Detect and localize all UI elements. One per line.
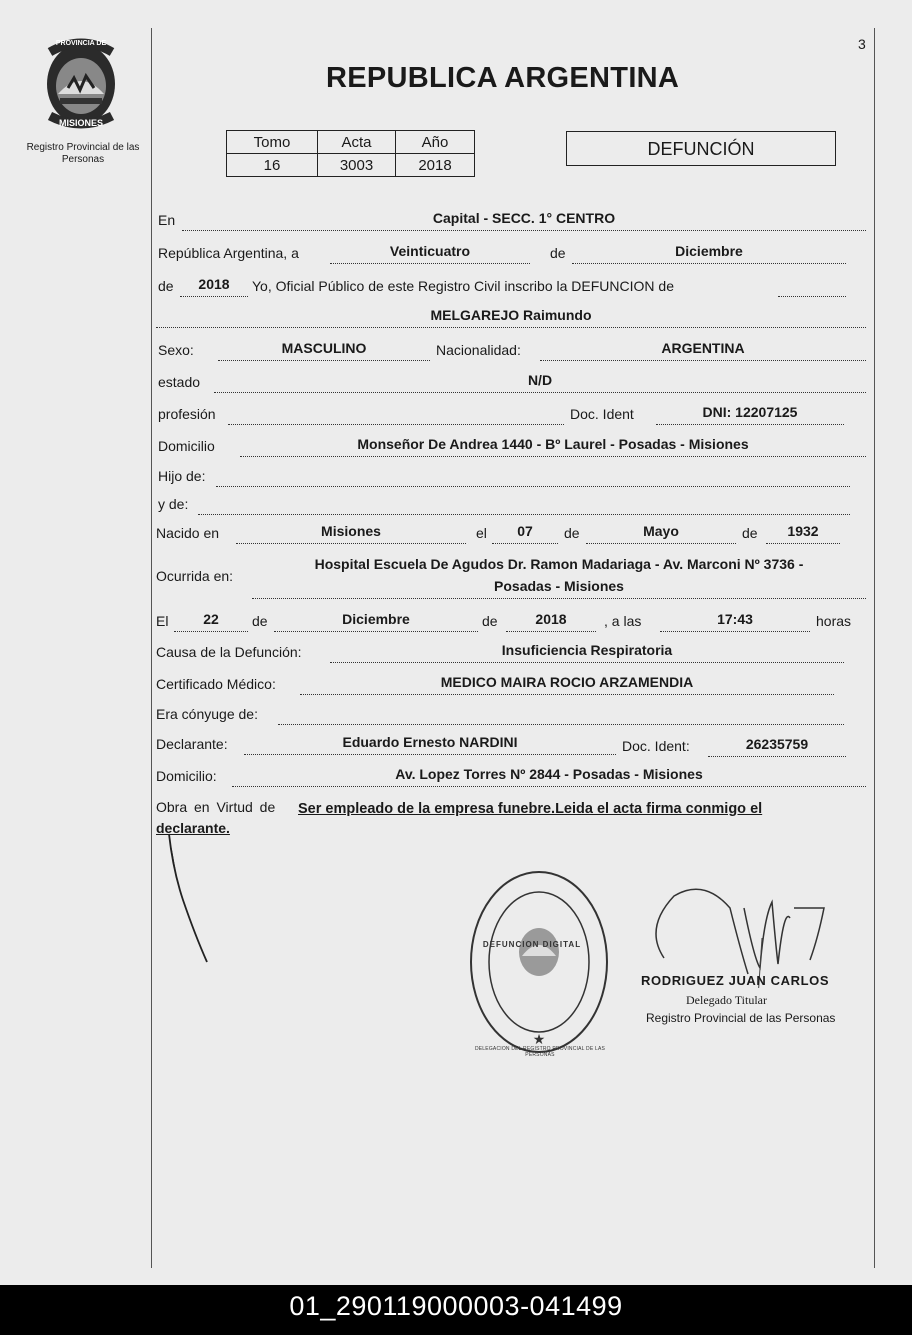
line-declarante-domicilio <box>232 786 866 787</box>
value-nombre: MELGAREJO Raimundo <box>430 307 592 323</box>
line-y-de <box>198 514 850 515</box>
line-estado <box>214 392 866 393</box>
line-intro-end <box>778 296 846 297</box>
value-obra-l2: declarante. <box>156 820 230 836</box>
value-nacido-lugar: Misiones <box>321 523 381 539</box>
value-mes: Diciembre <box>675 243 743 259</box>
value-nacido-mes: Mayo <box>643 523 679 539</box>
label-de-3: de <box>564 525 580 541</box>
label-ocurrida-en: Ocurrida en: <box>156 568 234 584</box>
value-anio: 2018 <box>396 154 475 177</box>
value-def-mes: Diciembre <box>342 611 410 627</box>
label-horas: horas <box>816 613 852 629</box>
label-profesion: profesión <box>158 406 216 422</box>
label-intro: Yo, Oficial Público de este Registro Civil inscribo la DEFUNCION de <box>252 278 674 294</box>
label-declarante: Declarante: <box>156 736 228 752</box>
label-y-de: y de: <box>158 496 189 512</box>
logo-caption: Registro Provincial de las Personas <box>26 142 140 165</box>
value-certificado: MEDICO MAIRA ROCIO ARZAMENDIA <box>440 674 694 690</box>
official-seal <box>468 868 610 1061</box>
page-number: 3 <box>858 36 866 52</box>
value-causa: Insuficiencia Respiratoria <box>501 642 673 658</box>
value-domicilio: Monseñor De Andrea 1440 - Bº Laurel - Posadas - Misiones <box>357 436 749 452</box>
line-conyuge <box>278 724 844 725</box>
page-title: REPUBLICA ARGENTINA <box>326 62 680 94</box>
record-table <box>226 130 475 177</box>
label-en: En <box>158 212 176 228</box>
line-nacionalidad <box>540 360 866 361</box>
line-declarante-doc <box>708 756 846 757</box>
line-def-anio <box>506 631 596 632</box>
line-def-hora <box>660 631 810 632</box>
label-de-6: de <box>482 613 498 629</box>
line-profesion <box>228 424 564 425</box>
label-republica: República Argentina, a <box>158 245 299 261</box>
value-estado: N/D <box>527 372 553 388</box>
line-nacido-mes <box>586 543 736 544</box>
value-declarante-domicilio: Av. Lopez Torres Nº 2844 - Posadas - Misiones <box>395 766 703 782</box>
label-doc-ident-2: Doc. Ident: <box>622 738 690 754</box>
signatory-role: Delegado Titular <box>686 993 767 1007</box>
label-de-1: de <box>550 245 566 261</box>
line-lugar <box>182 230 866 231</box>
line-declarante <box>244 754 616 755</box>
label-hijo-de: Hijo de: <box>158 468 206 484</box>
label-de-2: de <box>158 278 174 294</box>
label-doc-ident: Doc. Ident <box>570 406 634 422</box>
label-domicilio: Domicilio <box>158 438 215 454</box>
label-el-cap: El <box>156 613 169 629</box>
value-acta: 3003 <box>318 154 396 177</box>
line-mes <box>572 263 846 264</box>
label-sexo: Sexo: <box>158 342 194 358</box>
value-sexo: MASCULINO <box>281 340 367 356</box>
value-lugar: Capital - SECC. 1° CENTRO <box>432 210 616 226</box>
label-a-las: , a las <box>604 613 642 629</box>
left-margin-line <box>151 28 152 1268</box>
line-def-mes <box>274 631 478 632</box>
label-causa: Causa de la Defunción: <box>156 644 302 660</box>
label-estado: estado <box>158 374 201 390</box>
value-tomo: 16 <box>227 154 318 177</box>
line-ocurrida <box>252 598 866 599</box>
label-obra: Obra en Virtud de <box>156 799 276 815</box>
value-anio: 2018 <box>198 276 230 292</box>
logo-badge-bottom: MISIONES <box>58 118 103 128</box>
value-def-anio: 2018 <box>535 611 567 627</box>
svg-text:★: ★ <box>532 1031 546 1047</box>
record-type-box: DEFUNCIÓN <box>566 131 836 166</box>
header-acta: Acta <box>318 131 396 154</box>
signatory-registry: Registro Provincial de las Personas <box>646 1011 836 1025</box>
value-obra-l1: Ser empleado de la empresa funebre.Leida el acta firma conmigo el <box>298 801 763 817</box>
label-conyuge: Era cónyuge de: <box>156 706 258 722</box>
label-de-5: de <box>252 613 268 629</box>
value-def-dia: 22 <box>203 611 219 627</box>
line-sexo <box>218 360 430 361</box>
value-nacido-dia: 07 <box>517 523 533 539</box>
line-nacido-lugar <box>236 543 466 544</box>
footer-code: 01_290119000003-041499 <box>0 1285 912 1335</box>
line-domicilio <box>240 456 866 457</box>
value-def-hora: 17:43 <box>717 611 753 627</box>
line-def-dia <box>174 631 248 632</box>
label-certificado: Certificado Médico: <box>156 676 276 692</box>
seal-inner-text: DEFUNCION DIGITAL <box>482 940 582 949</box>
value-ocurrida-l2: Posadas - Misiones <box>494 578 624 594</box>
line-nacido-dia <box>492 543 558 544</box>
line-nacido-anio <box>766 543 840 544</box>
line-hijo-de <box>216 486 850 487</box>
line-causa <box>330 662 844 663</box>
right-margin-line <box>874 28 875 1268</box>
label-de-4: de <box>742 525 758 541</box>
label-nacido-en: Nacido en <box>156 525 220 541</box>
header-tomo: Tomo <box>227 131 318 154</box>
line-doc <box>656 424 844 425</box>
logo-badge-top: PROVINCIA DE <box>55 40 107 47</box>
line-certificado <box>300 694 834 695</box>
value-ocurrida-l1: Hospital Escuela De Agudos Dr. Ramon Madariaga - Av. Marconi Nº 3736 - <box>314 556 804 572</box>
line-nombre <box>156 327 866 328</box>
value-dia: Veinticuatro <box>389 243 471 259</box>
value-nacionalidad: ARGENTINA <box>661 340 745 356</box>
value-doc: DNI: 12207125 <box>702 404 798 420</box>
line-dia <box>330 263 530 264</box>
line-anio <box>180 296 248 297</box>
value-declarante-doc: 26235759 <box>745 736 809 752</box>
value-declarante: Eduardo Ernesto NARDINI <box>342 734 518 750</box>
label-el: el <box>476 525 487 541</box>
header-anio: Año <box>396 131 475 154</box>
seal-outer-text: DELEGACION DEL REGISTRO PROVINCIAL DE LAS PERSONAS <box>474 1046 606 1058</box>
label-domicilio-2: Domicilio: <box>156 768 217 784</box>
value-nacido-anio: 1932 <box>787 523 819 539</box>
label-nacionalidad: Nacionalidad: <box>436 342 521 358</box>
pen-stroke <box>165 830 215 975</box>
signatory-name: RODRIGUEZ JUAN CARLOS <box>641 973 830 988</box>
